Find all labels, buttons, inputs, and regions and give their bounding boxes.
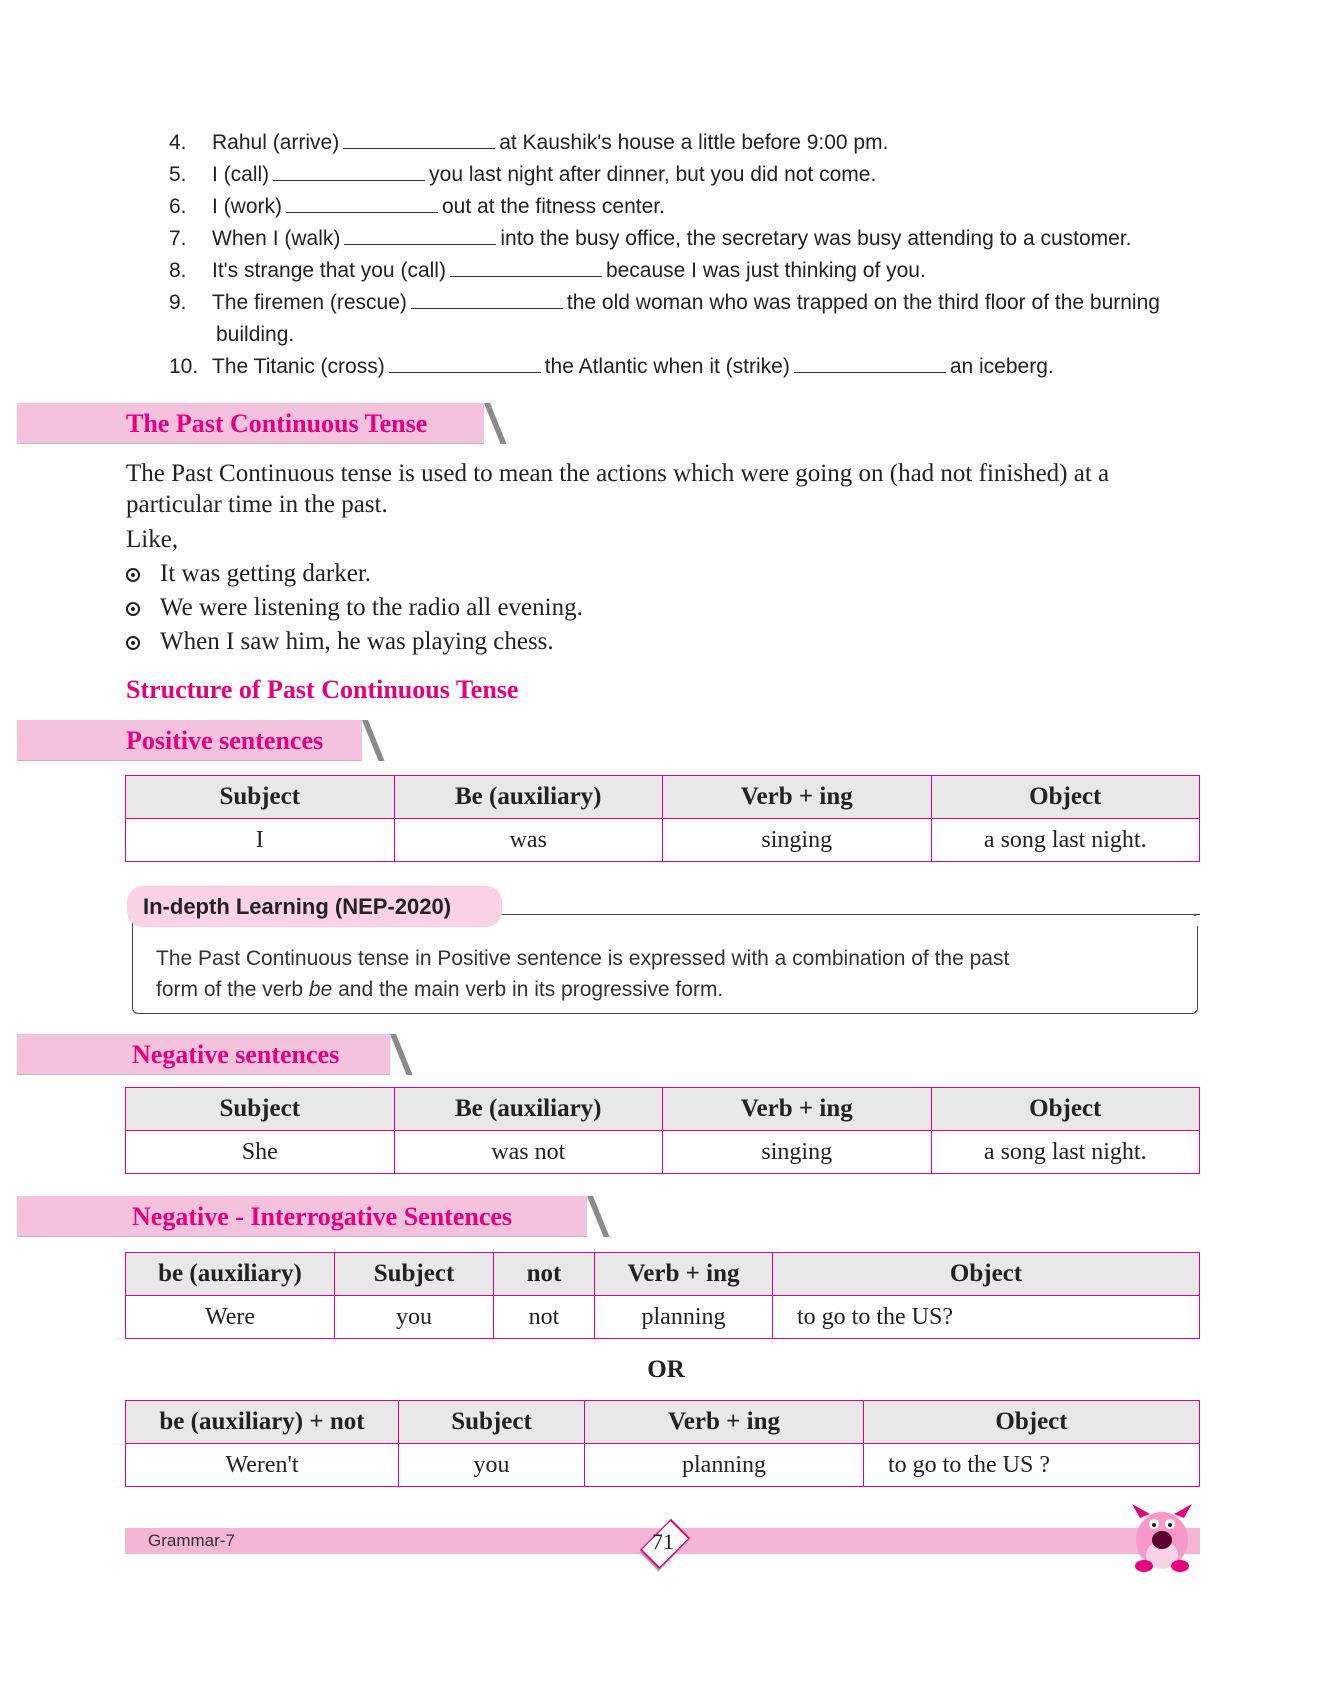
exercise-item: 8. It's strange that you (call) because I was just thinking of you. <box>169 259 926 282</box>
negative-banner: Negative sentences <box>17 1034 390 1075</box>
indepth-tag: In-depth Learning (NEP-2020) <box>127 886 502 927</box>
bullet-icon <box>126 602 140 616</box>
page-number: 71 <box>652 1529 674 1554</box>
table-row: Were you not planning to go to the US? <box>126 1296 1200 1339</box>
bullet-icon <box>126 568 140 582</box>
section-banner: The Past Continuous Tense <box>17 403 484 444</box>
answer-blank[interactable] <box>343 130 495 149</box>
indepth-box <box>132 914 1198 1014</box>
negative-table: Subject Be (auxiliary) Verb + ing Object She was not singing a song last night. <box>125 1087 1200 1174</box>
exercise-item: 7. When I (walk) into the busy office, the secretary was busy attending to a customer. <box>169 227 1132 250</box>
bullet-icon <box>126 636 140 650</box>
example-item: It was getting darker. <box>126 560 371 588</box>
answer-blank[interactable] <box>794 354 946 373</box>
intro-text: The Past Continuous tense is used to mean the actions which were going on (had not finished) at a <box>126 460 1110 487</box>
answer-blank[interactable] <box>411 290 563 309</box>
neg-interrog-table: be (auxiliary) Subject not Verb + ing Object Were you not planning to go to the US? <box>125 1252 1200 1339</box>
exercise-item: 9. The firemen (rescue) the old woman who was trapped on the third floor of the burning <box>169 291 1160 314</box>
book-title: Grammar-7 <box>148 1531 235 1550</box>
answer-blank[interactable] <box>273 162 425 181</box>
answer-blank[interactable] <box>450 258 602 277</box>
neg-interrog-banner: Negative - Interrogative Sentences <box>17 1196 587 1237</box>
neg-interrog-table-alt: be (auxiliary) + not Subject Verb + ing Object Weren't you planning to go to the US ? <box>125 1400 1200 1487</box>
mascot-monster-icon <box>1120 1500 1205 1575</box>
answer-blank[interactable] <box>286 194 438 213</box>
exercise-item: 6. I (work) out at the fitness center. <box>169 195 665 218</box>
answer-blank[interactable] <box>389 354 541 373</box>
or-label: OR <box>647 1356 685 1383</box>
table-row: I was singing a song last night. <box>126 819 1200 862</box>
exercise-item: 4. Rahul (arrive) at Kaushik's house a little before 9:00 pm. <box>169 131 889 154</box>
answer-blank[interactable] <box>344 226 496 245</box>
intro-text: particular time in the past. <box>126 491 388 518</box>
exercise-item-continued: building. <box>216 323 295 346</box>
table-row: Weren't you planning to go to the US ? <box>126 1444 1200 1487</box>
positive-banner: Positive sentences <box>17 720 362 761</box>
like-label: Like, <box>126 526 179 553</box>
positive-table: Subject Be (auxiliary) Verb + ing Object I was singing a song last night. <box>125 775 1200 862</box>
structure-heading: Structure of Past Continuous Tense <box>126 675 519 704</box>
exercise-item: 10. The Titanic (cross) the Atlantic when it (strike) an iceberg. <box>169 355 1054 378</box>
exercise-item: 5. I (call) you last night after dinner, but you did not come. <box>169 163 877 186</box>
example-item: When I saw him, he was playing chess. <box>126 628 554 656</box>
table-row: She was not singing a song last night. <box>126 1131 1200 1174</box>
indepth-text: The Past Continuous tense in Positive sentence is expressed with a combination of the past form of the verb be and the main verb in its progressive form. <box>156 947 1010 1001</box>
example-item: We were listening to the radio all evening. <box>126 594 583 622</box>
divider <box>500 914 1200 915</box>
